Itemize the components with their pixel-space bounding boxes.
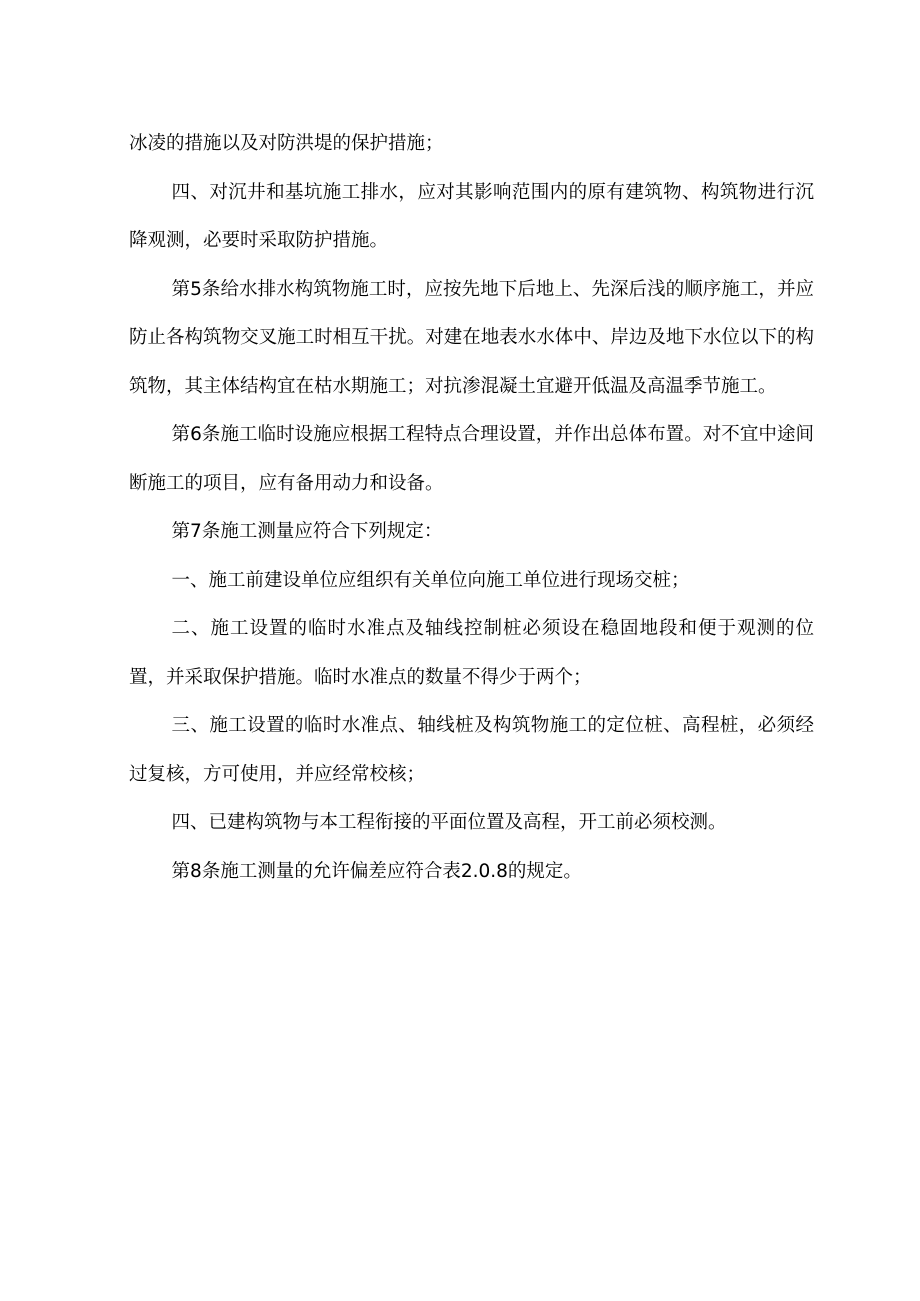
paragraph-article-7: 第7条施工测量应符合下列规定： <box>171 521 443 542</box>
paragraph-item-four-dewatering: 四、对沉井和基坑施工排水，应对其影响范围内的原有建筑物、构筑物进行沉降观测，必要时采取防护措施。 <box>129 181 814 251</box>
paragraph-article-6: 第6条施工临时设施应根据工程特点合理设置，并作出总体布置。对不宜中途间断施工的项目，应有备用动力和设备。 <box>129 424 814 494</box>
paragraph-article-5: 第5条给水排水构筑物施工时，应按先地下后地上、先深后浅的顺序施工，并应防止各构筑物交叉施工时相互干扰。对建在地表水水体中、岸边及地下水位以下的构筑物，其主体结构宜在枯水期施工；对抗渗混凝土宜避开低温及高温季节施工。 <box>129 278 814 397</box>
paragraph-item-three: 三、施工设置的临时水准点、轴线桩及构筑物施工的定位桩、高程桩，必须经过复核，方可使用，并应经常校核； <box>129 715 814 785</box>
paragraph-article-8: 第8条施工测量的允许偏差应符合表2.0.8的规定。 <box>171 860 582 882</box>
paragraph-item-two: 二、施工设置的临时水准点及轴线控制桩必须设在稳固地段和便于观测的位置，并采取保护措施。临时水准点的数量不得少于两个； <box>129 618 814 688</box>
paragraph-item-four-survey: 四、已建构筑物与本工程衔接的平面位置及高程，开工前必须校测。 <box>171 812 727 833</box>
paragraph-item-one: 一、施工前建设单位应组织有关单位向施工单位进行现场交桩； <box>171 569 690 591</box>
paragraph-continuation: 冰凌的措施以及对防洪堤的保护措施； <box>129 133 444 154</box>
document-body <box>129 120 814 896</box>
